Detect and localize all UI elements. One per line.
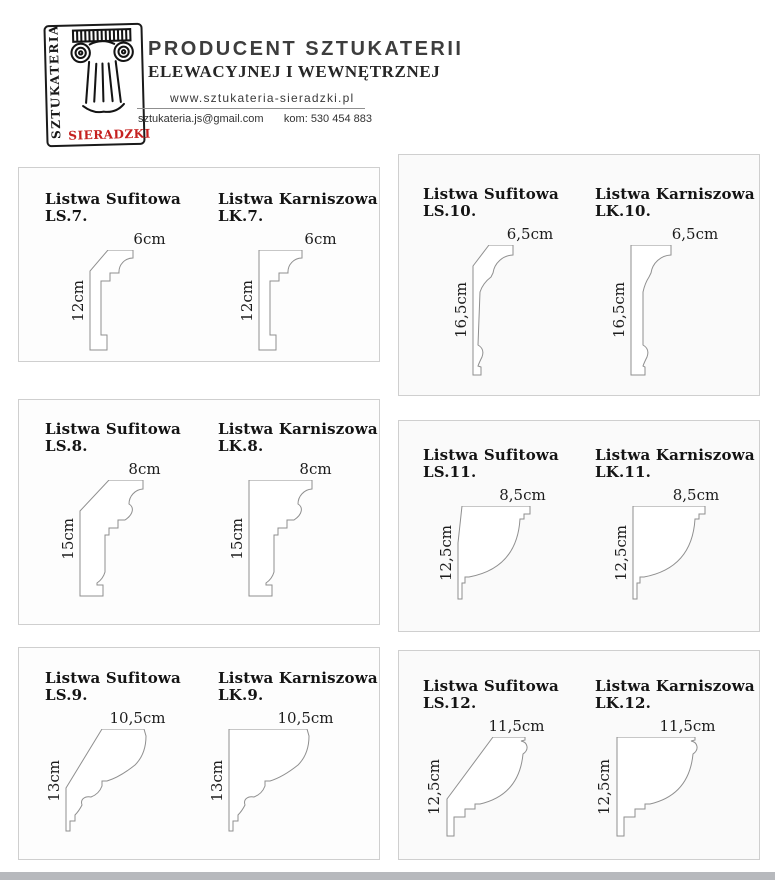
profile-drawing-ls10 [472,245,515,376]
width-dimension-label: 10,5cm [277,709,334,727]
profile-drawing-lk8 [248,480,313,597]
profile-drawing-lk11 [632,506,706,600]
product-card-lk7 [218,191,383,351]
product-code: LS.11. [423,463,477,481]
website-url: www.sztukateria-sieradzki.pl [170,91,355,105]
profile-drawing-lk12 [615,737,701,837]
width-dimension-label: 6,5cm [671,225,719,243]
width-dimension-label: 11,5cm [488,717,545,735]
product-name: Listwa Sufitowa [45,190,181,208]
height-dimension-label: 13cm [208,759,226,802]
bottom-edge-strip [0,872,775,880]
profile-drawing-lk10 [630,245,673,376]
product-name: Listwa Karniszowa [218,669,378,687]
product-code: LS.12. [423,694,477,712]
product-card-ls12 [423,678,588,837]
profile-drawing-ls8 [79,480,144,597]
ionic-column-icon [67,27,139,119]
product-card-ls8 [45,421,210,597]
height-dimension-label: 12,5cm [612,524,630,582]
product-code: LK.11. [595,463,652,481]
height-dimension-label: 16,5cm [452,282,470,339]
profile-drawing-ls7 [89,250,135,351]
product-code: LK.8. [218,437,264,455]
height-dimension-label: 12,5cm [425,758,443,816]
height-dimension-label: 16,5cm [610,282,628,339]
width-dimension-label: 11,5cm [659,717,716,735]
product-card-lk8 [218,421,383,597]
email-address: sztukateria.js@gmail.com [138,113,264,125]
height-dimension-label: 15cm [228,517,246,560]
product-code: LS.7. [45,207,88,225]
profile-drawing-ls9 [65,729,147,832]
contact-row [138,113,372,125]
company-title-line1: PRODUCENT SZTUKATERII [148,38,464,60]
width-dimension-label: 8,5cm [672,486,720,504]
product-card-lk10 [595,186,760,376]
product-card-lk12 [595,678,760,837]
width-dimension-label: 8,5cm [499,486,546,504]
product-name: Listwa Karniszowa [595,677,755,695]
width-dimension-label: 6,5cm [506,225,554,243]
product-name: Listwa Karniszowa [595,185,755,203]
company-logo [43,23,151,148]
product-card-lk11 [595,447,760,600]
product-card-ls9 [45,670,210,832]
product-name: Listwa Sufitowa [423,446,559,464]
width-dimension-label: 6cm [304,230,337,248]
logo-brand-text: SIERADZKI [68,126,151,143]
profile-drawing-ls11 [457,506,531,600]
product-name: Listwa Sufitowa [45,669,181,687]
product-code: LS.8. [45,437,88,455]
profile-drawing-lk7 [258,250,304,351]
product-name: Listwa Sufitowa [423,185,559,203]
header-divider [137,108,365,109]
product-card-ls7 [45,191,210,351]
logo-vertical-text: SZTUKATERIA [46,23,64,140]
height-dimension-label: 12,5cm [437,524,455,582]
product-name: Listwa Karniszowa [595,446,755,464]
product-code: LK.10. [595,202,652,220]
phone-number: kom: 530 454 883 [283,113,372,125]
product-card-ls11 [423,447,588,600]
product-code: LS.9. [45,686,88,704]
product-code: LS.10. [423,202,477,220]
product-name: Listwa Karniszowa [218,420,378,438]
height-dimension-label: 12,5cm [595,758,613,816]
product-card-lk9 [208,669,383,832]
product-name: Listwa Sufitowa [45,420,181,438]
product-code: LK.9. [218,686,264,704]
product-name: Listwa Sufitowa [423,677,559,695]
width-dimension-label: 6cm [133,230,166,248]
product-name: Listwa Karniszowa [218,190,378,208]
company-title-line2: ELEWACYJNEJ I WEWNĘTRZNEJ [148,62,441,81]
width-dimension-label: 8cm [128,460,161,478]
width-dimension-label: 8cm [299,460,332,478]
product-card-ls10 [423,186,588,376]
width-dimension-label: 10,5cm [109,709,166,727]
product-code: LK.7. [218,207,264,225]
height-dimension-label: 15cm [59,517,77,560]
profile-drawing-lk9 [228,729,310,832]
profile-drawing-ls12 [445,737,531,837]
height-dimension-label: 12cm [69,279,87,322]
height-dimension-label: 12cm [238,279,256,322]
height-dimension-label: 13cm [45,759,63,802]
product-code: LK.12. [595,694,652,712]
